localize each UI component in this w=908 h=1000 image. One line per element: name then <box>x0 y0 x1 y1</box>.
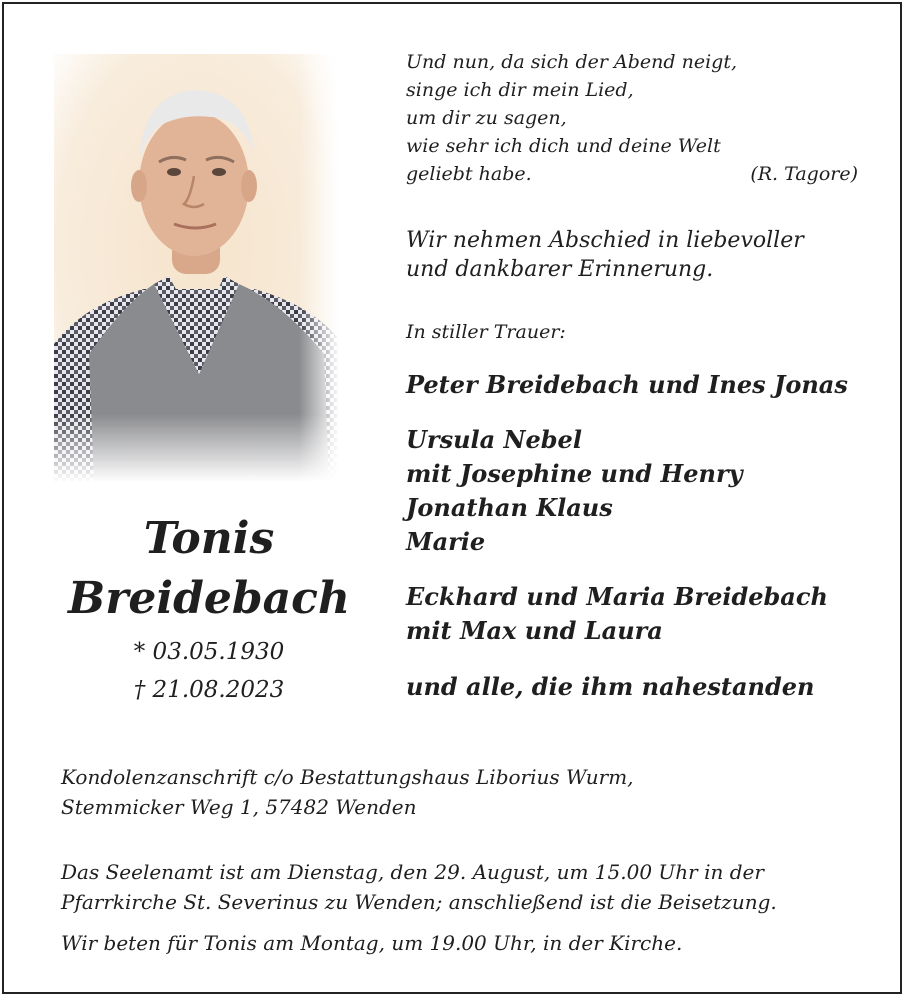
mourner-line: mit Josephine und Henry <box>406 459 743 488</box>
mourner-line: mit Max und Laura <box>406 616 663 645</box>
birth-date: * 03.05.1930 <box>133 639 285 665</box>
mourner-line: Marie <box>406 527 486 556</box>
mourner-line: Peter Breidebach und Ines Jonas <box>406 370 848 399</box>
deceased-last-name: Breidebach <box>68 573 350 624</box>
farewell-line: und dankbarer Erinnerung. <box>406 257 714 282</box>
poem-line: geliebt habe. <box>406 163 532 185</box>
condolence-line: Kondolenzanschrift c/o Bestattungshaus Liborius Wurm, <box>61 765 634 789</box>
service-line: Pfarrkirche St. Severinus zu Wenden; anschließend ist die Beisetzung. <box>61 890 777 914</box>
prayer-info <box>61 928 682 958</box>
poem <box>406 48 858 188</box>
poem-line: singe ich dir mein Lied, <box>406 79 634 101</box>
condolence-line: Stemmicker Weg 1, 57482 Wenden <box>61 795 417 819</box>
deceased-first-name: Tonis <box>143 513 275 564</box>
farewell-line: Wir nehmen Abschied in liebevoller <box>406 228 804 253</box>
obituary-frame <box>2 2 902 994</box>
portrait-photo <box>54 54 339 482</box>
poem-line: wie sehr ich dich und deine Welt <box>406 135 721 157</box>
service-line: Das Seelenamt ist am Dienstag, den 29. August, um 15.00 Uhr in der <box>61 860 764 884</box>
poem-author: (R. Tagore) <box>750 163 858 185</box>
mourner-line: Ursula Nebel <box>406 425 582 454</box>
death-date: † 21.08.2023 <box>133 677 285 703</box>
poem-last-line <box>406 160 858 188</box>
mourner-group <box>406 670 814 704</box>
mourning-label: In stiller Trauer: <box>406 321 566 343</box>
mourner-line: Jonathan Klaus <box>406 493 613 522</box>
condolence-address <box>61 762 634 822</box>
mourner-group <box>406 580 828 648</box>
mourner-line: Eckhard und Maria Breidebach <box>406 582 828 611</box>
poem-line: um dir zu sagen, <box>406 107 567 129</box>
mourner-group <box>406 368 848 402</box>
prayer-line: Wir beten für Tonis am Montag, um 19.00 Uhr, in der Kirche. <box>61 931 683 955</box>
farewell-text <box>406 226 804 284</box>
mourner-group <box>406 423 743 559</box>
mourner-line: und alle, die ihm nahestanden <box>406 672 815 701</box>
poem-line: Und nun, da sich der Abend neigt, <box>406 51 738 73</box>
service-info <box>61 857 777 917</box>
